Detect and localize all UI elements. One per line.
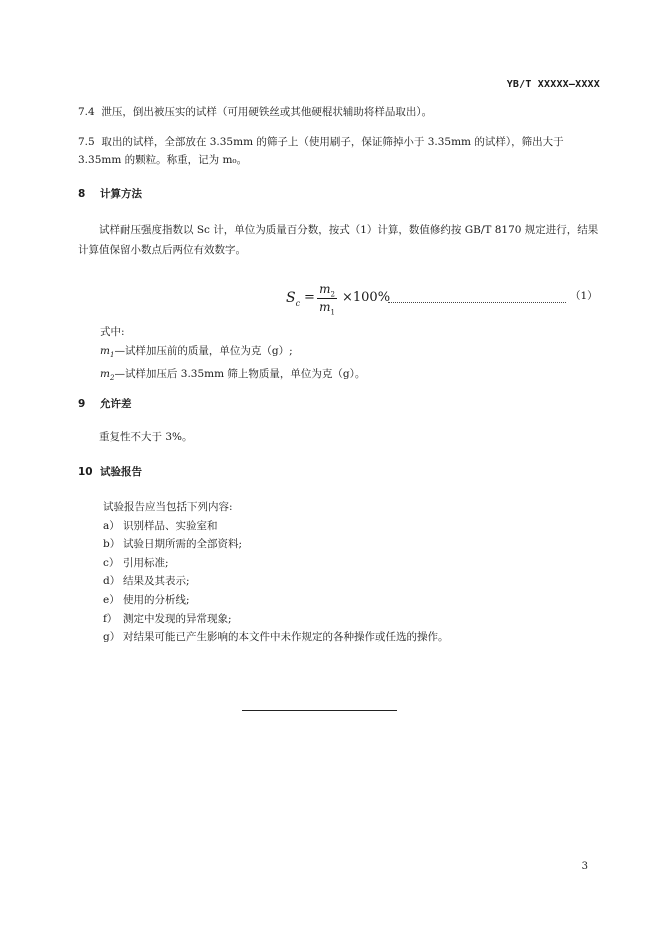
page-number: 3	[581, 861, 588, 872]
section-title: 计算方法	[100, 188, 142, 200]
end-of-document-rule	[242, 710, 397, 711]
section-number: 9	[78, 398, 86, 410]
formula-equals: =	[304, 290, 315, 305]
section-10-heading	[78, 464, 142, 479]
formula-fraction	[316, 282, 338, 315]
list-item: a） 识别样品、实验室和	[103, 519, 218, 532]
variable-description: —试样加压前的质量，单位为克（g）;	[114, 345, 293, 357]
list-item: d） 结果及其表示;	[103, 575, 190, 588]
step-text: 取出的试样，全部放在 3.35mm 的筛子上（使用刷子，保证筛掉小于 3.35mm 的试样），筛出大于 3.35mm 的颗粒。称重，记为 m₀。	[78, 136, 564, 166]
formula-1	[286, 282, 606, 316]
formula-lhs: $S_c$	[286, 290, 301, 308]
formula-rhs: ×100%	[342, 290, 391, 305]
where-item	[100, 342, 365, 365]
document-code: YB/T XXXXX—XXXX	[506, 79, 600, 90]
list-intro: 试验报告应当包括下列内容:	[103, 501, 233, 513]
variable-symbol: $m_1$	[100, 345, 115, 360]
section-9-body: 重复性不大于 3%。	[99, 431, 193, 443]
where-block	[100, 323, 365, 388]
section-title: 试验报告	[100, 466, 142, 478]
step-number: 7.4	[78, 106, 95, 118]
formula-numerator: $m_2$	[319, 282, 335, 299]
section-number: 10	[78, 466, 93, 478]
formula-denominator: $m_1$	[319, 300, 335, 317]
list-item: b） 试验日期所需的全部资料;	[103, 538, 243, 551]
formula-number: （1）	[570, 290, 598, 302]
step-7-4	[78, 103, 600, 121]
step-number: 7.5	[78, 136, 95, 148]
variable-description: —试样加压后 3.35mm 筛上物质量，单位为克（g）。	[114, 368, 366, 381]
list-item: f） 测定中发现的异常现象;	[103, 612, 232, 625]
section-8-body: 试样耐压强度指数以 Sc 计，单位为质量百分数，按式（1）计算，数值修约按 GB/T 8170 规定进行，结果计算值保留小数点后两位有效数字。	[78, 224, 599, 256]
where-item	[100, 365, 365, 388]
variable-symbol: $m_2$	[100, 368, 115, 383]
section-number: 8	[78, 188, 86, 200]
report-contents-list	[103, 498, 449, 647]
list-item: g） 对结果可能已产生影响的本文件中未作规定的各种操作或任选的操作。	[103, 631, 449, 644]
section-title: 允许差	[100, 398, 132, 410]
list-item: c） 引用标准;	[103, 556, 169, 569]
step-7-5	[78, 133, 600, 169]
section-8-heading	[78, 186, 142, 201]
dot-leader	[388, 290, 566, 303]
where-intro: 式中:	[100, 326, 125, 338]
step-text: 泄压，倒出被压实的试样（可用硬铁丝或其他硬棍状辅助将样品取出）。	[101, 106, 433, 118]
section-9-heading	[78, 396, 132, 411]
list-item: e） 使用的分析线;	[103, 593, 190, 606]
